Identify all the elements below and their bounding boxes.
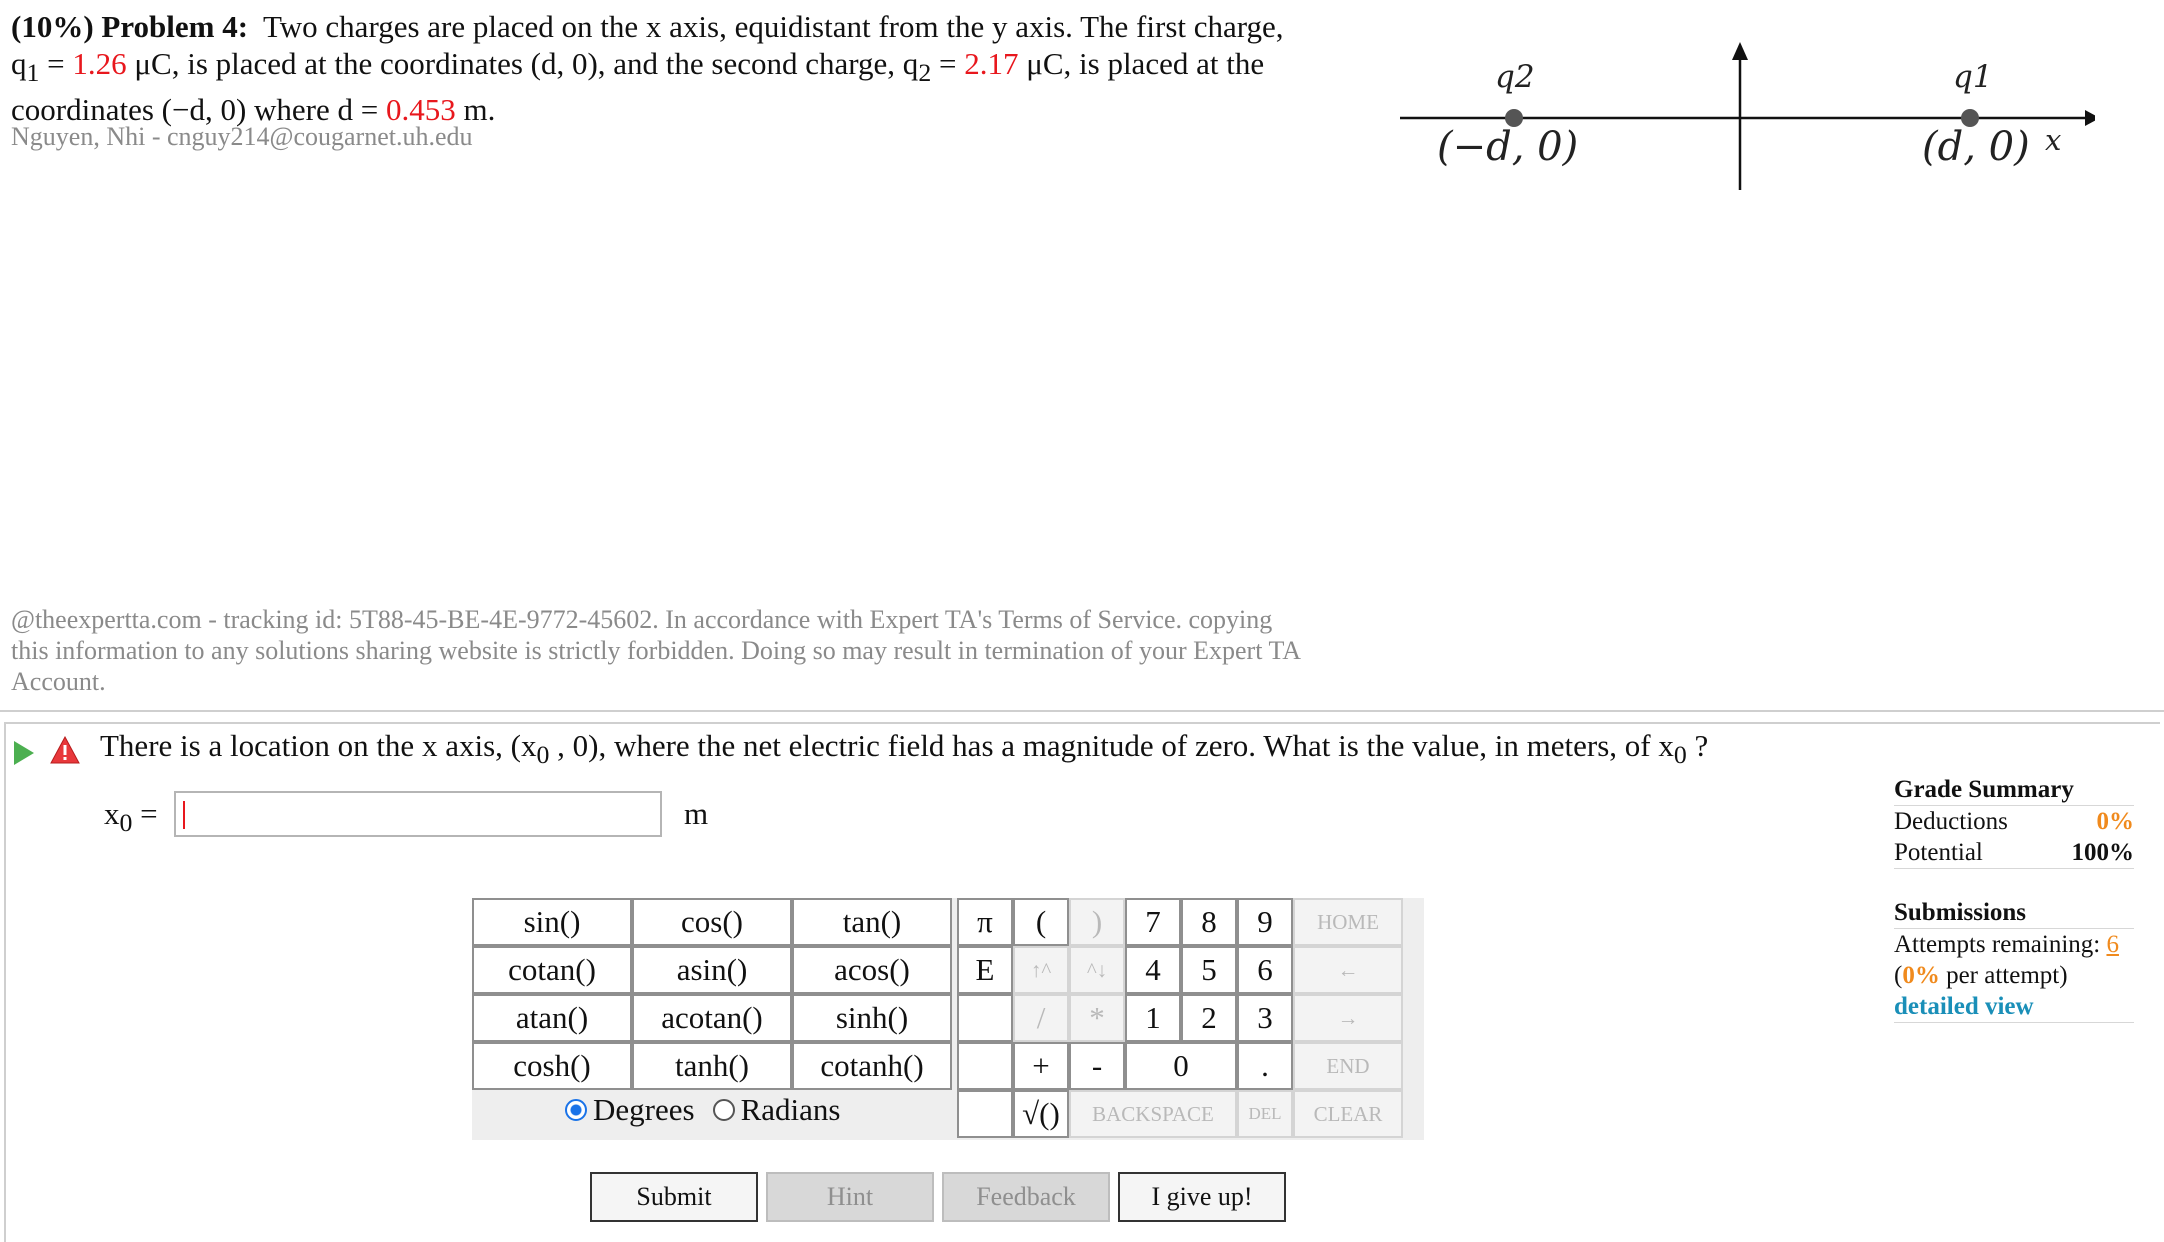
right-coordinate: (d, 0) (1922, 124, 2030, 170)
key-sin[interactable]: sin() (472, 898, 632, 946)
key-cos[interactable]: cos() (632, 898, 792, 946)
per-attempt-text: per attempt) (1939, 962, 2068, 989)
feedback-button[interactable]: Feedback (942, 1172, 1110, 1222)
author-info: Nguyen, Nhi - cnguy214@cougarnet.uh.edu (11, 122, 473, 151)
question-subscript: 0 (1673, 740, 1687, 770)
q2-label: q2 (1495, 59, 1535, 95)
problem-text: m. (455, 92, 496, 128)
potential-row (1894, 837, 2134, 869)
per-attempt-value: 0% (1902, 962, 1940, 989)
q1-value: 1.26 (72, 46, 127, 81)
key-cotan[interactable]: cotan() (472, 946, 632, 994)
key-blank (957, 1042, 1013, 1090)
key-acotan[interactable]: acotan() (632, 994, 792, 1042)
key-0[interactable]: 0 (1125, 1042, 1237, 1090)
key-asin[interactable]: asin() (632, 946, 792, 994)
key-minus[interactable]: - (1069, 1042, 1125, 1090)
problem-text: Two charges are placed on the x axis, equidistant from the y axis. The first charge, q (11, 9, 1284, 81)
attempts-value: 6 (2106, 931, 2119, 958)
problem-weight: (10%) (11, 9, 94, 44)
answer-variable-label (104, 796, 158, 838)
key-tanh[interactable]: tanh() (632, 1042, 792, 1090)
key-open-paren[interactable]: ( (1013, 898, 1069, 946)
charge-diagram (1395, 30, 2095, 205)
grade-summary (1894, 774, 2134, 1023)
key-e[interactable]: E (957, 946, 1013, 994)
key-blank (957, 1090, 1013, 1138)
question-part: , 0), where the net electric field has a magnitude of zero. What is the value, in meters, of x (549, 728, 1674, 763)
detailed-view-link[interactable]: detailed view (1894, 993, 2034, 1020)
problem-text: = (39, 46, 73, 81)
key-home[interactable]: HOME (1293, 898, 1403, 946)
key-4[interactable]: 4 (1125, 946, 1181, 994)
hint-button[interactable]: Hint (766, 1172, 934, 1222)
tracking-notice: @theexpertta.com - tracking id: 5T88-45-BE-4E-9772-45602. In accordance with Expert TA's Terms of Service. copying this information to any solutions sharing website is strictly forbidden. Doing so may result in termination of your Expert TA Account. (11, 605, 1300, 696)
q2-value: 2.17 (964, 46, 1019, 81)
key-plus[interactable]: + (1013, 1042, 1069, 1090)
key-close-paren[interactable]: ) (1069, 898, 1125, 946)
give-up-button[interactable]: I give up! (1118, 1172, 1286, 1222)
grade-summary-title: Grade Summary (1894, 774, 2134, 806)
key-8[interactable]: 8 (1181, 898, 1237, 946)
key-tan[interactable]: tan() (792, 898, 952, 946)
degrees-radio[interactable] (565, 1099, 587, 1121)
question-text (100, 728, 1708, 770)
key-backspace[interactable]: BACKSPACE (1069, 1090, 1237, 1138)
angle-mode (565, 1092, 840, 1128)
key-left[interactable]: ← (1293, 946, 1403, 994)
key-6[interactable]: 6 (1237, 946, 1293, 994)
key-down-power[interactable]: ^↓ (1069, 946, 1125, 994)
equals-sign: = (140, 796, 158, 831)
key-pi[interactable]: π (957, 898, 1013, 946)
x-axis-label: x (2045, 123, 2062, 157)
play-icon[interactable] (14, 741, 34, 765)
var-label: x (104, 796, 120, 831)
key-divide[interactable]: / (1013, 994, 1069, 1042)
question-part: ? (1686, 728, 1709, 763)
question-subscript: 0 (536, 740, 550, 770)
problem-title: Problem 4: (101, 9, 249, 44)
submit-button[interactable]: Submit (590, 1172, 758, 1222)
problem-statement (11, 8, 1301, 128)
radians-label: Radians (740, 1092, 841, 1127)
deductions-value: 0% (2096, 808, 2134, 835)
answer-unit: m (684, 796, 709, 831)
key-atan[interactable]: atan() (472, 994, 632, 1042)
potential-label: Potential (1894, 839, 1983, 866)
key-1[interactable]: 1 (1125, 994, 1181, 1042)
key-cotanh[interactable]: cotanh() (792, 1042, 952, 1090)
key-del[interactable]: DEL (1237, 1090, 1293, 1138)
deductions-row (1894, 806, 2134, 837)
section-divider (0, 710, 2164, 712)
key-clear[interactable]: CLEAR (1293, 1090, 1403, 1138)
key-sinh[interactable]: sinh() (792, 994, 952, 1042)
problem-text: = (931, 46, 965, 81)
q1-subscript: 1 (26, 58, 40, 88)
detailed-view-row (1894, 991, 2134, 1023)
key-multiply[interactable]: * (1069, 994, 1125, 1042)
problem-text: μC, is placed at the coordinates (−d, 0) where d = (11, 46, 1265, 128)
key-up-power[interactable]: ↑^ (1013, 946, 1069, 994)
var-subscript: 0 (119, 808, 133, 838)
question-part: There is a location on the x axis, (x (100, 728, 537, 763)
per-attempt (1894, 960, 2134, 991)
key-right[interactable]: → (1293, 994, 1403, 1042)
degrees-label: Degrees (593, 1092, 695, 1127)
d-value: 0.453 (385, 92, 456, 128)
x-axis-arrow (2085, 110, 2095, 126)
key-blank (957, 994, 1013, 1042)
key-3[interactable]: 3 (1237, 994, 1293, 1042)
potential-value: 100% (2071, 839, 2134, 866)
warning-icon (50, 736, 80, 764)
attempts-label: Attempts remaining: (1894, 931, 2107, 958)
key-5[interactable]: 5 (1181, 946, 1237, 994)
answer-input[interactable] (174, 791, 662, 837)
q1-label: q1 (1953, 59, 1993, 95)
key-sqrt[interactable]: √() (1013, 1090, 1069, 1138)
attempts-remaining (1894, 929, 2134, 960)
key-cosh[interactable]: cosh() (472, 1042, 632, 1090)
key-9[interactable]: 9 (1237, 898, 1293, 946)
q2-subscript: 2 (918, 58, 932, 88)
submissions-title: Submissions (1894, 897, 2134, 929)
key-end[interactable]: END (1293, 1042, 1403, 1090)
radians-radio[interactable] (713, 1099, 735, 1121)
key-dot[interactable]: . (1237, 1042, 1293, 1090)
key-2[interactable]: 2 (1181, 994, 1237, 1042)
left-coordinate: (−d, 0) (1437, 124, 1579, 170)
text-cursor (183, 801, 185, 829)
problem-text: μC, is placed at the coordinates (d, 0), and the second charge, q (126, 46, 919, 81)
y-axis-arrow (1732, 42, 1748, 60)
key-acos[interactable]: acos() (792, 946, 952, 994)
key-7[interactable]: 7 (1125, 898, 1181, 946)
per-attempt-open: ( (1894, 962, 1903, 989)
deductions-label: Deductions (1894, 808, 2008, 835)
